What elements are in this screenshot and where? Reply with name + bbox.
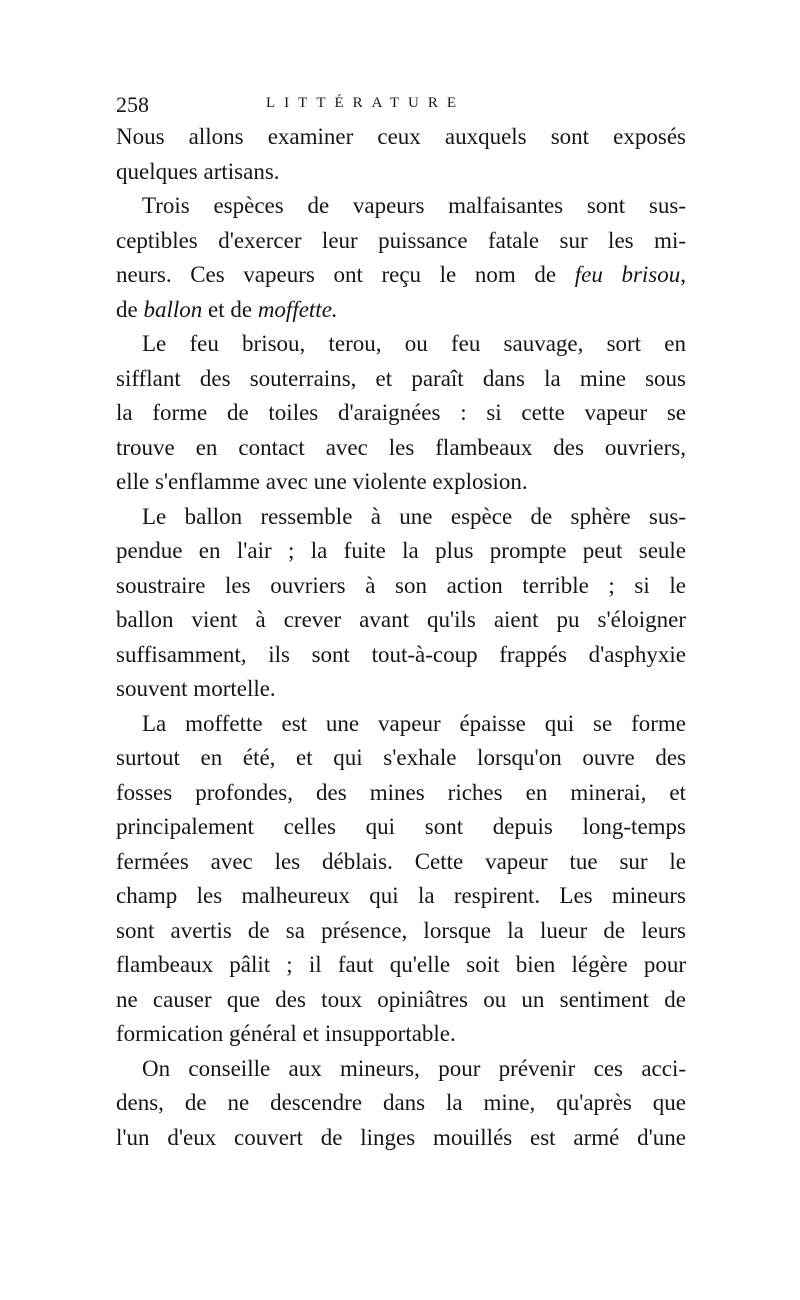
- page-number: 258: [116, 92, 149, 117]
- text-segment: et de: [208, 296, 253, 322]
- text-line: La moffette est une vapeur épaisse qui se forme: [142, 710, 686, 736]
- running-head: [116, 92, 686, 122]
- text-line: formication général et insupportable.: [116, 1021, 456, 1046]
- text-line: fosses profondes, des mines riches en minerai, et: [116, 779, 686, 805]
- italic-term: ballon: [143, 296, 203, 322]
- text-line: elle s'enflamme avec une violente explosion.: [116, 469, 528, 494]
- italic-term: feu brisou,: [574, 262, 687, 287]
- text-line: surtout en été, et qui s'exhale lorsqu'on ouvre des: [116, 745, 686, 770]
- text-line: [116, 258, 686, 293]
- text-segment: neurs. Ces vapeurs ont reçu le nom de: [116, 262, 557, 287]
- text-line: fermées avec les déblais. Cette vapeur tue sur le: [116, 848, 686, 874]
- text-line: sifflant des souterrains, et paraît dans la mine sous: [116, 365, 686, 391]
- text-line: l'un d'eux couvert de linges mouillés est armé d'une: [116, 1124, 686, 1150]
- text-line: soustraire les ouvriers à son action terrible ; si le: [116, 572, 686, 598]
- text-line: souvent mortelle.: [116, 676, 276, 701]
- text-line: la forme de toiles d'araignées : si cette vapeur se: [116, 400, 686, 425]
- text-line: quelques artisans.: [116, 158, 280, 184]
- running-title: LITTÉRATURE: [266, 95, 465, 111]
- text-line: Trois espèces de vapeurs malfaisantes sont sus-: [142, 193, 686, 218]
- text-line: Le ballon ressemble à une espèce de sphère sus-: [142, 503, 686, 529]
- text-line: [116, 293, 686, 328]
- text-line: champ les malheureux qui la respirent. Les mineurs: [116, 883, 686, 908]
- text-line: flambeaux pâlit ; il faut qu'elle soit bien légère pour: [116, 952, 686, 977]
- text-line: ceptibles d'exercer leur puissance fatale sur les mi-: [116, 227, 686, 253]
- text-line: ne causer que des toux opiniâtres ou un sentiment de: [116, 986, 686, 1012]
- text-line: sont avertis de sa présence, lorsque la lueur de leurs: [116, 917, 686, 943]
- text-line: pendue en l'air ; la fuite la plus prompte peut seule: [116, 538, 686, 563]
- text-line: ballon vient à crever avant qu'ils aient pu s'éloigner: [116, 607, 686, 632]
- text-segment: de: [116, 296, 138, 322]
- text-line: Nous allons examiner ceux auxquels sont exposés: [116, 124, 686, 149]
- text-line: Le feu brisou, terou, ou feu sauvage, sort en: [142, 331, 686, 356]
- text-line: On conseille aux mineurs, pour prévenir ces acci-: [142, 1055, 686, 1081]
- italic-term: moffette.: [257, 296, 338, 322]
- text-line: trouve en contact avec les flambeaux des ouvriers,: [116, 434, 686, 460]
- text-body: [116, 120, 686, 1155]
- text-line: suffisamment, ils sont tout-à-coup frappés d'asphyxie: [116, 641, 686, 667]
- text-line: principalement celles qui sont depuis long-temps: [116, 814, 686, 839]
- text-line: dens, de ne descendre dans la mine, qu'après que: [116, 1090, 686, 1115]
